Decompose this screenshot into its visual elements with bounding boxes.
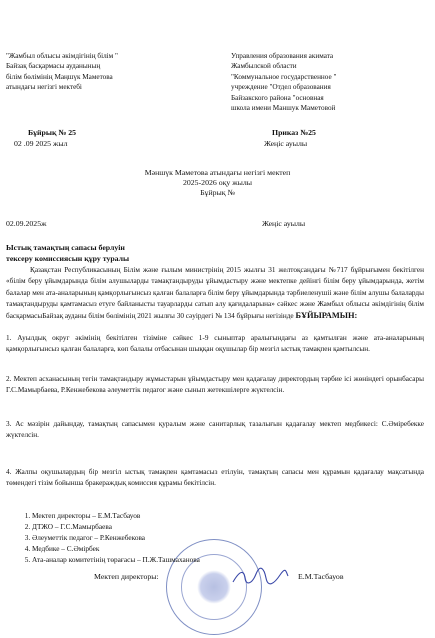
commission-member: 2. ДТЖО – Г.С.Мамырбаева [32,521,200,532]
commission-list [12,510,200,565]
header-left-line: атындағы негізгі мектебі [6,83,82,92]
commission-member: 3. Әлеуметтік педагог – Р.Кенжебекова [32,532,200,543]
item-1: 1. Ауылдық округ әкімінің бекітілген тізіміне сәйкес 1-9 сыныптар аралығындағы аз қамтылған және ата-аналарының қамқорлығынсыз қалған балаларға, көп балалы отбасынан шыққан оқушылар бір мезгіл ыстық тамақпен қамтылсын. [6,334,424,354]
header-left-line: Байзақ басқармасы ауданының [6,62,101,71]
commission-member: 4. Медбике – С.Әмірбек [32,543,200,554]
order-title-kz: Бұйрық № 25 [28,128,76,137]
preamble [6,265,424,322]
header-left-line: "Жамбыл облысы әкімдігінің білім " [6,52,118,60]
order-village: Жеңіс ауылы [262,219,306,228]
order-date-kz: 02 .09 2025 жыл [14,139,68,148]
signature-name: Е.М.Тасбауов [298,572,344,581]
commission-member: 5. Ата-аналар комитетінің төрағасы – П.Ж.Ташмаханова [32,554,200,565]
header-right-line: Байзакского района "основная [231,93,324,102]
header-right-line: "Коммунальное государственное " [231,72,337,81]
subject-line-2: тексеру комиссиясын құру туралы [6,253,130,263]
header-left-line: білім бөлімінің Маңшүк Маметова [6,72,113,81]
header-right-line: Управления образования акимата [231,52,334,60]
subject-line-1: Ыстық тамақтың сапасы берлуін [6,243,125,252]
order-label: Бұйрық № [200,188,235,197]
order-title-ru: Приказ №25 [272,128,316,137]
header-right-line: учреждение "Отдел образования [231,83,331,92]
order-place: Жеңіс ауылы [264,139,308,148]
school-year: 2025-2026 оқу жылы [182,178,253,187]
header-right-line: школа имени Маншук Маметовой [231,104,336,113]
signature-role: Мектеп директоры: [94,572,159,581]
header-right [231,51,336,113]
item-4: 4. Жалпы оқушылардың бір мезгіл ыстық тамақпен қамтамасыз етілуін, тамақтың сапасы мен құрамын қадағалау мақсатында төмендегі тізім бойынша бракераждық комиссия құрамы бекітілсін. [6,468,424,488]
handwritten-signature [230,566,290,588]
item-3: 3. Ас мәзірін дайындау, тамақтың сапасымен қуралым және санитарлық тазалығын қадағалау мектеп медбикесі: С.Әміребекке жүктелсін. [6,420,424,440]
preamble-text: Қазақстан Республикасының Білім және ғылым министрінің 2015 жылғы 31 желтоқсандағы №717 бұйрығымен бекітілген «білім беру ұйымдарында білім алушыларды тамақтандыруды ұйымдастыру және мектепке дейінгі білім беру ұйымдарында, жетім балалар мен ата-аналарының қамқорлығынсыз қалған балаларға білім беру ұйымдарында тәрбиеленушіі және білім алушы балаларды тамақтандыруды қамтамасыз етуге байланысты тауарларды сатып алу қағидаларына» сәйкес және Жамбыл облысы әкімдігінің білім басқармасыБайзақ ауданы білім бөлімінің 2021 жылғы 30 сәуірдегі № 134 бұйрығы негізінде [6,266,424,321]
header-left [6,51,118,93]
school-name: Мәншүк Маметова атындағы негізгі мектеп [144,168,291,177]
header-right-line: Жамбылской области [231,62,297,71]
commission-member: 1. Мектеп директоры – Е.М.Тасбауов [32,510,200,521]
order-date: 02.09.2025ж [6,219,47,228]
item-2: 2. Мектеп асханасының тегін тамақтандыру жұмыстарын ұйымдастыру мен қадағалау директордың тәрбие ісі жөніндегі орынбасары Г.С.Мамырбаева, Р.Кенжебекова әлеуметтік педагог және сынып жетекшілерге жүктелсін. [6,375,424,395]
decree-word: БҰЙЫРАМЫН: [295,311,358,321]
